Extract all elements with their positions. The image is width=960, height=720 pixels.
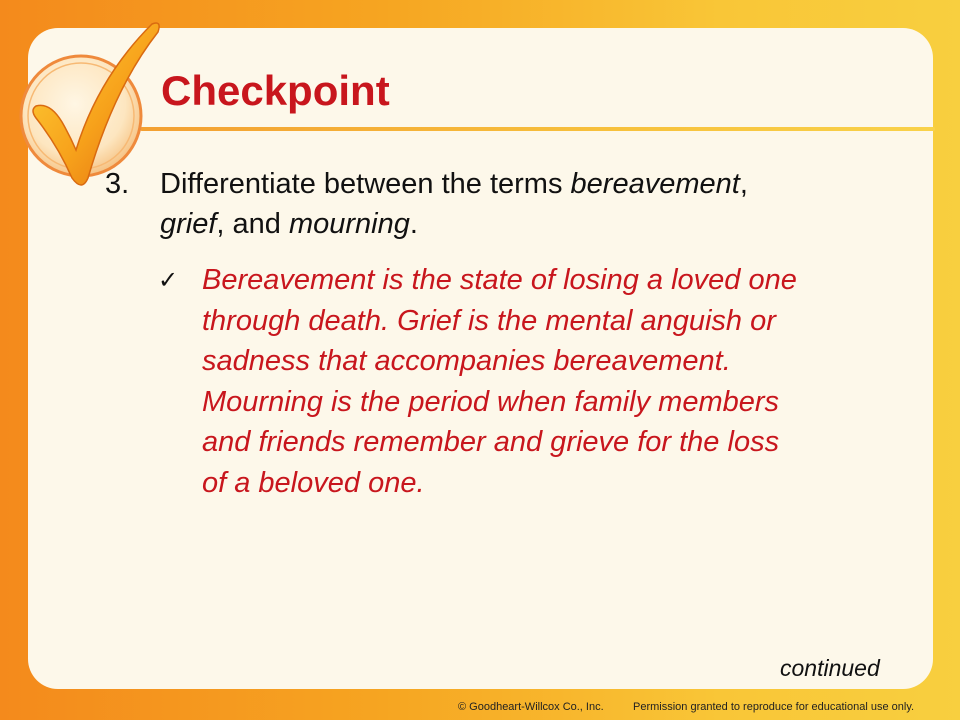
checkmark-icon: ✓	[158, 266, 179, 294]
term-bereavement: bereavement	[570, 168, 740, 200]
question-comma: ,	[739, 168, 748, 200]
answer-line: of a beloved one.	[202, 466, 425, 499]
answer-line: through death. Grief is the mental anguish or	[202, 304, 776, 337]
answer-line: Mourning is the period when family members	[202, 385, 780, 418]
permission-text: Permission granted to reproduce for educational use only.	[633, 701, 915, 713]
answer-text	[202, 260, 932, 503]
question-line	[160, 204, 930, 244]
question-connector: , and	[216, 208, 289, 240]
checkmark-circle-icon	[18, 18, 178, 188]
term-grief: grief	[160, 208, 217, 240]
copyright-text: © Goodheart-Willcox Co., Inc.	[458, 701, 604, 713]
question-prefix: Differentiate between the terms	[160, 168, 571, 200]
answer-line: sadness that accompanies bereavement.	[202, 345, 731, 377]
answer-line: Bereavement is the state of losing a loved one	[202, 264, 797, 296]
title-divider	[140, 127, 935, 131]
question-number: 3.	[105, 168, 130, 200]
answer-line: and friends remember and grieve for the loss	[202, 426, 780, 458]
term-mourning: mourning	[288, 208, 410, 240]
continued-label: continued	[780, 655, 880, 681]
slide-title: Checkpoint	[161, 67, 390, 114]
question-period: .	[409, 208, 418, 240]
question-line	[160, 164, 930, 204]
question-text	[160, 164, 930, 244]
